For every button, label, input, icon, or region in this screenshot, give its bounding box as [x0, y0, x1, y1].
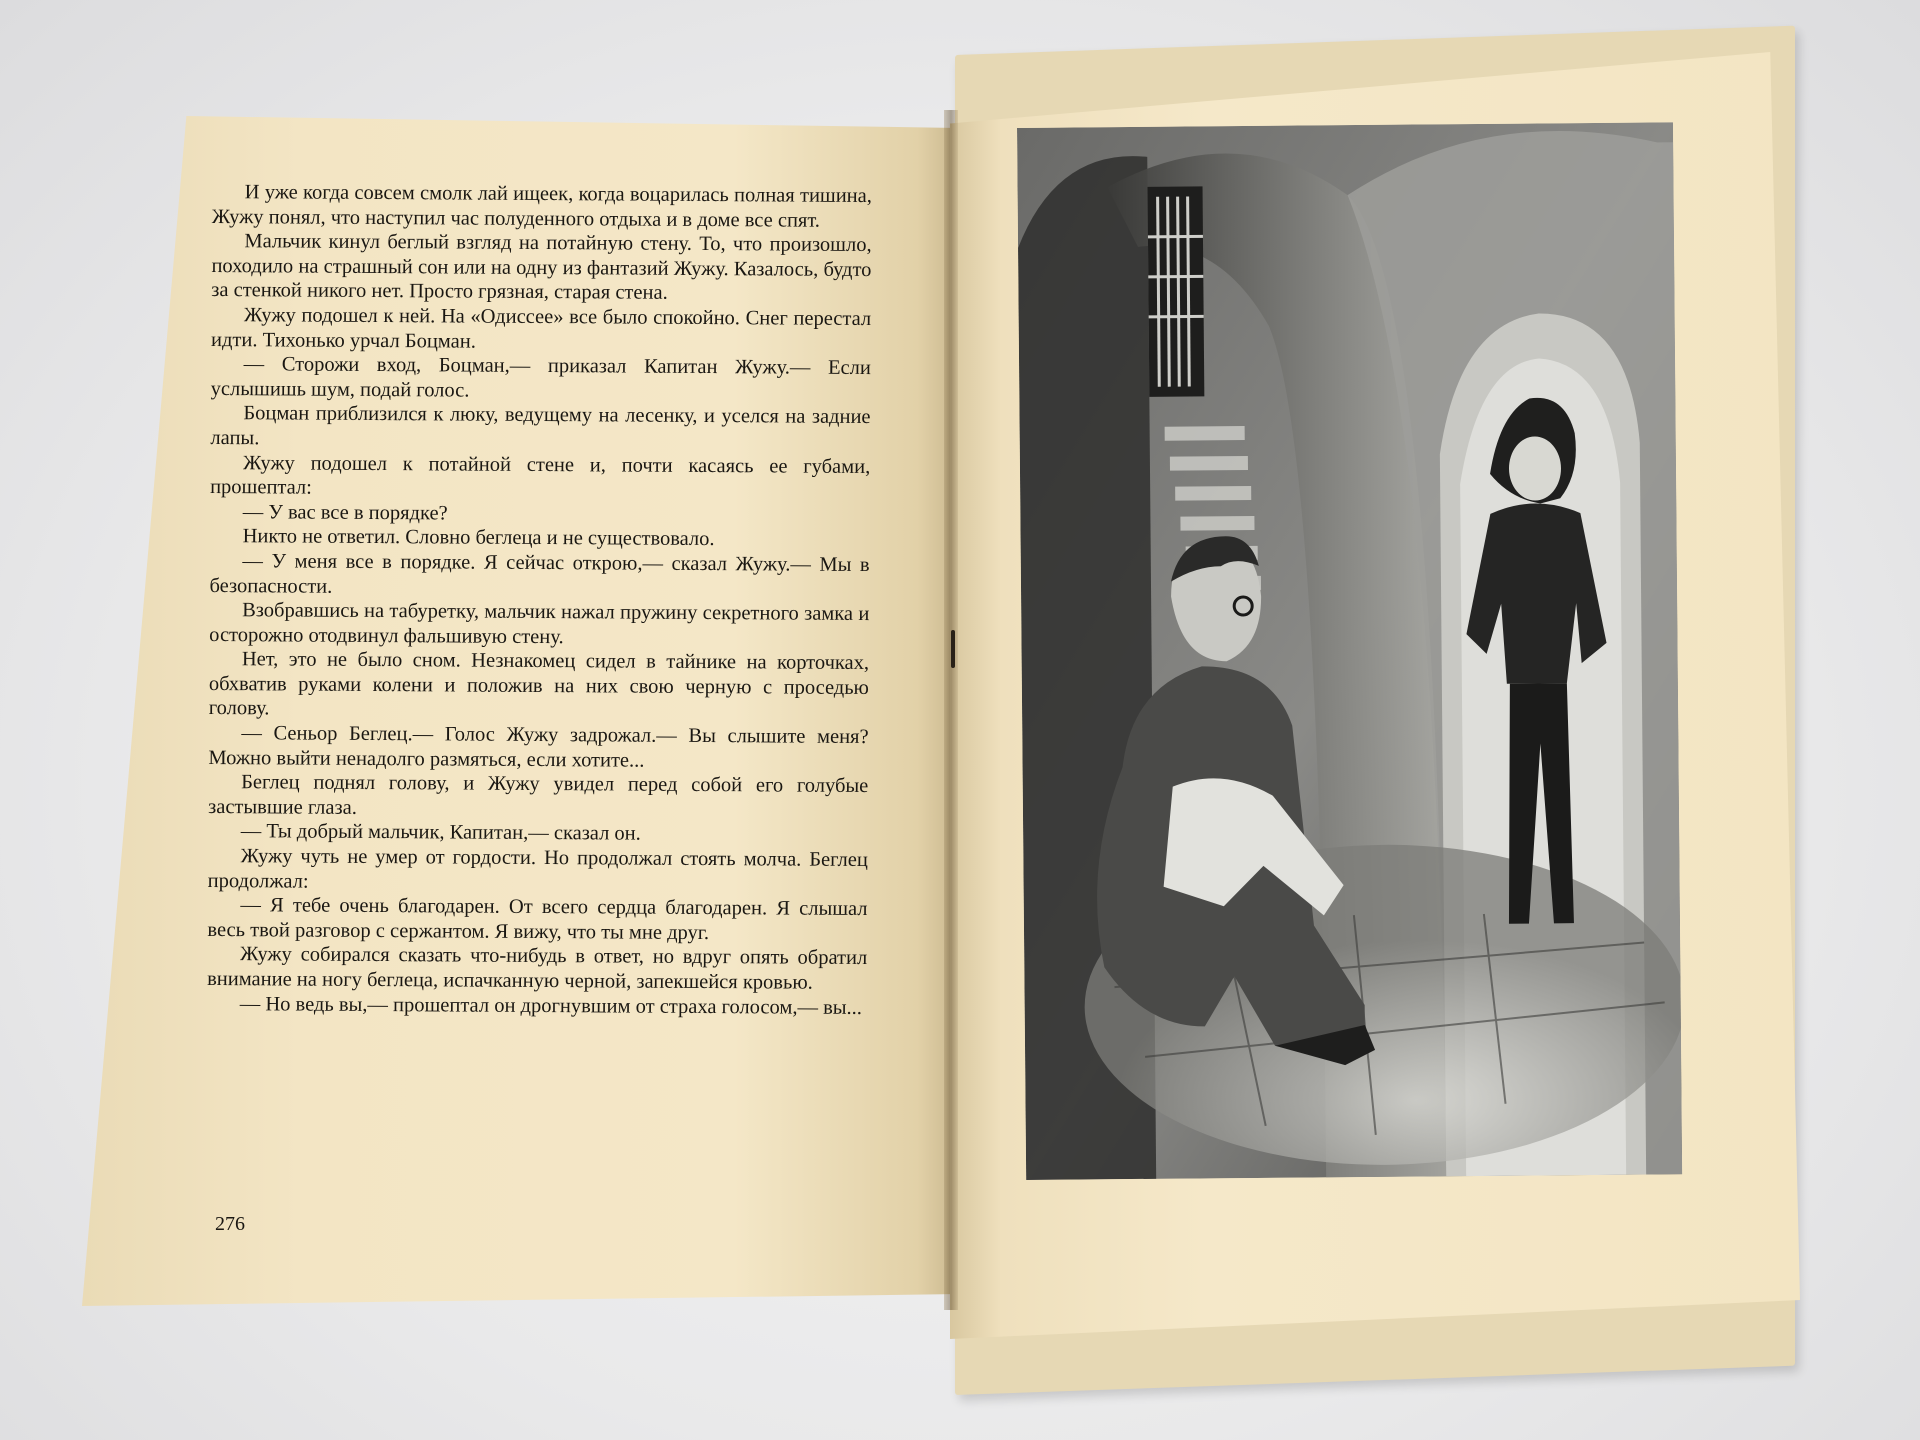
paragraph: — Сеньор Беглец.— Голос Жужу задрожал.— Вы слышите меня? Можно выйти ненадолго размяться, если хотите... [208, 722, 869, 772]
paragraph: Жужу чуть не умер от гордости. Но продолжал стоять молча. Беглец продолжал: [207, 845, 868, 893]
binding-stitch [951, 630, 955, 668]
illustration-cellar-scene [1017, 122, 1682, 1180]
paragraph: — Сторожи вход, Боцман,— приказал Капитан Жужу.— Если услышишь шум, подай голос. [210, 353, 871, 402]
paragraph: И уже когда совсем смолк лай ищеек, когда воцарилась полная тишина, Жужу понял, что наступил час полуденного отдыха и в доме все спят. [211, 181, 872, 232]
paragraph: Беглец поднял голову, и Жужу увидел перед собой его голубые застывшие глаза. [208, 771, 869, 819]
left-page-text [207, 180, 872, 1020]
paragraph: Боцман приблизился к люку, ведущему на лесенку, и уселся на задние лапы. [210, 402, 871, 450]
paragraph: — У вас все в порядке? [242, 500, 448, 525]
paragraph: Жужу подошел к потайной стене и, почти касаясь ее губами, прошептал: [210, 451, 871, 499]
page-number: 276 [215, 1213, 245, 1235]
paragraph: — Ты добрый мальчик, Капитан,— сказал он. [240, 820, 641, 846]
paragraph: Мальчик кинул беглый взгляд на потайную стену. То, что произошло, походило на страшный сон или на одну из фантазий Жужу. Казалось, будто за стенкой никого нет. Просто грязная, старая стена. [211, 230, 872, 305]
paragraph: — Я тебе очень благодарен. От всего сердца благодарен. Я слышал весь твой разговор с сержантом. Я вижу, что ты мне друг. [207, 894, 868, 944]
paragraph: Нет, это не было сном. Незнакомец сидел в тайнике на корточках, обхватив руками колени и положив на них свою черную с проседью голову. [208, 648, 870, 720]
paragraph: Жужу подошел к ней. На «Одиссее» все было спокойно. Снег перестал идти. Тихонько урчал Боцман. [210, 304, 872, 353]
paragraph: — Но ведь вы,— прошептал он дрогнувшим от страха голосом,— вы... [239, 992, 863, 1019]
paragraph: Жужу собирался сказать что-нибудь в ответ, но вдруг опять обратил внимание на ногу беглеца, испачканную черной, запекшейся кровью. [207, 943, 868, 994]
book-gutter [944, 110, 958, 1310]
paragraph: Взобравшись на табуретку, мальчик нажал пружину секретного замка и осторожно отодвинул фальшивую стену. [209, 599, 870, 648]
paragraph: — У меня все в порядке. Я сейчас открою,— сказал Жужу.— Мы в безопасности. [209, 550, 870, 598]
paragraph: Никто не ответил. Словно беглеца и не существовало. [242, 525, 715, 551]
